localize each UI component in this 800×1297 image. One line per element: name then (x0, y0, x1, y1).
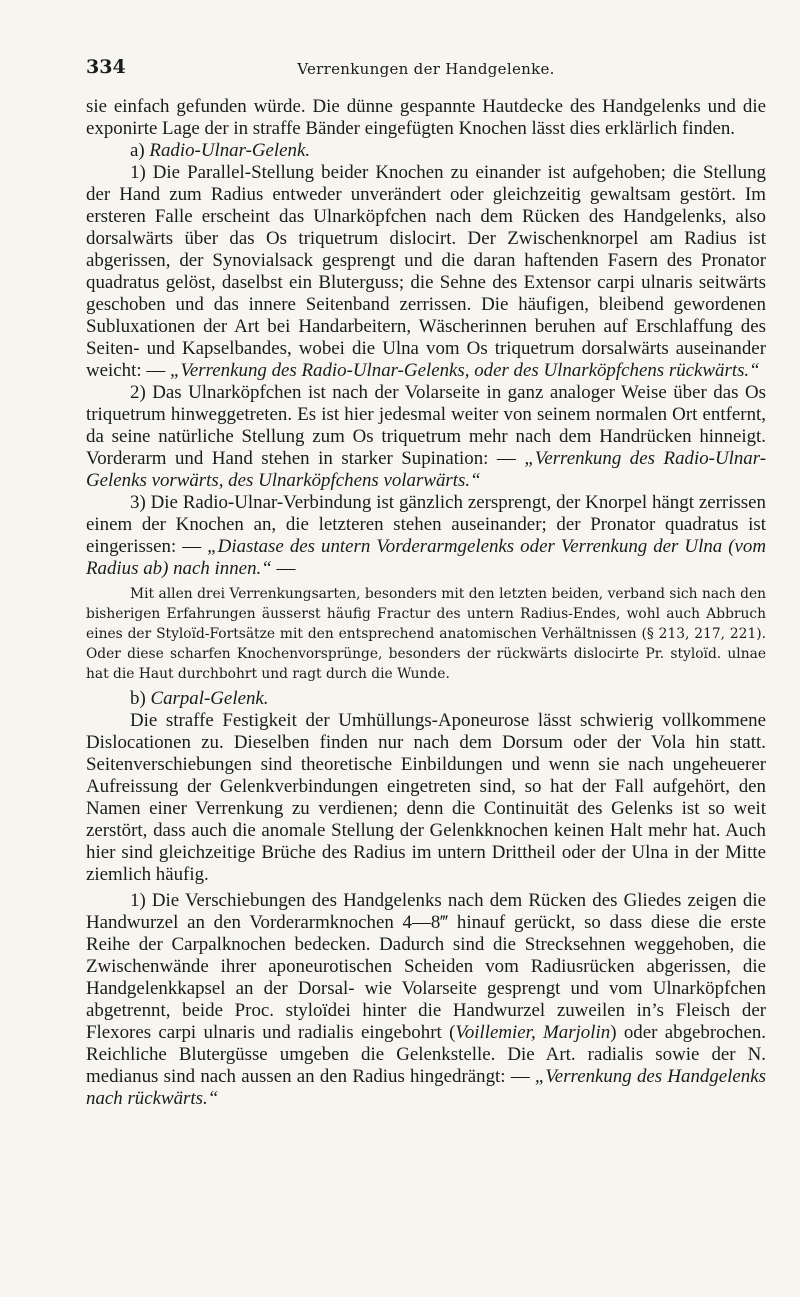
section-marker: a) (130, 140, 150, 161)
paragraph-emphasis: „Verrenkung des Radio-Ulnar-Gelenks vorwärts, des Ulnarköpfchens volarwärts.“ (86, 448, 766, 491)
page-header (86, 56, 766, 84)
paragraph-text: 3) Die Radio-Ulnar-Verbindung ist gänzlich zersprengt, der Knorpel hängt zerrissen einem der Knochen an, die letzteren stehen auseinander; der Pronator quadratus ist eingerissen: — (86, 492, 766, 557)
paragraph-5 (86, 890, 766, 1110)
paragraph-4 (86, 710, 766, 886)
section-heading-b (86, 688, 766, 710)
running-head: Verrenkungen der Handgelenke. (297, 60, 555, 78)
paragraph-text: Die straffe Festigkeit der Umhüllungs-Aponeurose lässt schwierig vollkommene Dislocationen zu. Dieselben finden nur nach dem Dorsum oder der Vola hin statt. Seitenverschiebungen sind theoretische Einbildungen und wenn sie nach ungeheuerer Aufreissung der Gelenkverbindungen eingetreten sind, so hat der Fall aufgehört, den Namen einer Verrenkung zu verdienen; denn die Continuität des Gelenks ist so weit zerstört, dass auch die anomale Stellung der Gelenkknochen keinen Halt mehr hat. Auch hier sind gleichzeitige Brüche des Radius im untern Drittheil oder der Ulna in der Mitte ziemlich häufig. (86, 710, 766, 885)
paragraph-text: 2) Das Ulnarköpfchen ist nach der Volarseite in ganz analoger Weise über das Os triquetrum hinweggetreten. Es ist hier jedesmal weiter von seinem normalen Ort entfernt, da seine natürliche Stellung zum Os triquetrum mehr nach dem Handrücken hinneigt. Vorderarm und Hand stehen in starker Supination: — (86, 382, 766, 469)
paragraph-continuation (86, 96, 766, 140)
section-heading-a (86, 140, 766, 162)
section-title: Carpal-Gelenk. (150, 688, 269, 709)
paragraph-text: 1) Die Verschiebungen des Handgelenks nach dem Rücken des Gliedes zeigen die Handwurzel an den Vorderarmknochen 4—8‴ hinauf gerückt, so dass diese die erste Reihe der Carpalknochen bedecken. Dadurch sind die Strecksehnen weggehoben, die Zwischenwände ihrer aponeurotischen Scheiden vom Radiusrücken abgerissen, die Handgelenkkapsel an der Dorsal- wie Volarseite gesprengt und vom Ulnarköpfchen abgetrennt, beide Proc. styloïdei hinter die Handwurzel zuweilen in’s Fleisch der Flexores carpi ulnaris und radialis eingebohrt ( (86, 890, 766, 1043)
paragraph-emphasis: „Verrenkung des Radio-Ulnar-Gelenks, oder des Ulnarköpfchens rückwärts.“ (169, 360, 760, 381)
page-body (86, 96, 766, 1110)
paragraph-text: 1) Die Parallel-Stellung beider Knochen zu einander ist aufgehoben; die Stellung der Hand zum Radius entweder unverändert oder gleichzeitig gewaltsam gestört. Im ersteren Falle erscheint das Ulnarköpfchen nach dem Rücken des Handgelenks, also dorsalwärts über das Os triquetrum dislocirt. Der Zwischenknorpel am Radius ist abgerissen, der Synovialsack gesprengt und die daran haftenden Fasern des Pronator quadratus gelöst, daselbst ein Bluterguss; die Sehne des Extensor carpi ulnaris seitwärts geschoben und das innere Seitenband zerrissen. Die häufigen, bleibend gewordenen Subluxationen der Art bei Handarbeitern, Wäscherinnen beruhen auf Erschlaffung des Seiten- und Kapselbandes, wobei die Ulna vom Os triquetrum dorsalwärts auseinander weicht: — (86, 162, 766, 381)
section-marker: b) (130, 688, 151, 709)
paragraph-text-continued: ) oder abgebrochen. Reichliche Blutergüsse umgeben die Gelenkstelle. Die Art. radialis sowie der N. medianus sind nach aussen an den Radius hingedrängt: — (86, 1022, 766, 1087)
paragraph-3 (86, 492, 766, 580)
small-print-note (86, 584, 766, 684)
paragraph-emphasis: „Diastase des untern Vorderarmgelenks oder Verrenkung der Ulna (vom Radius ab) nach innen.“ (86, 536, 766, 579)
paragraph-suffix: — (271, 558, 296, 579)
paragraph-2 (86, 382, 766, 492)
section-title: Radio-Ulnar-Gelenk. (149, 140, 311, 161)
note-text: Mit allen drei Verrenkungsarten, besonders mit den letzten beiden, verband sich nach den bisherigen Erfahrungen äusserst häufig Fractur des untern Radius-Endes, wohl auch Abbruch eines der Styloïd-Fortsätze mit den entsprechend anatomischen Verhältnissen (§ 213, 217, 221). Oder diese scharfen Knochenvorsprünge, besonders der rückwärts dislocirte Pr. styloïd. ulnae hat die Haut durchbohrt und ragt durch die Wunde. (86, 586, 766, 682)
paragraph-text: sie einfach gefunden würde. Die dünne gespannte Hautdecke des Handgelenks und die exponirte Lage der in straffe Bänder eingefügten Knochen lässt dies erklärlich finden. (86, 96, 766, 139)
author-citation: Voillemier, Marjolin (455, 1022, 611, 1043)
page-number: 334 (86, 56, 126, 78)
paragraph-1 (86, 162, 766, 382)
paragraph-emphasis: „Verrenkung des Handgelenks nach rückwärts.“ (86, 1066, 766, 1109)
